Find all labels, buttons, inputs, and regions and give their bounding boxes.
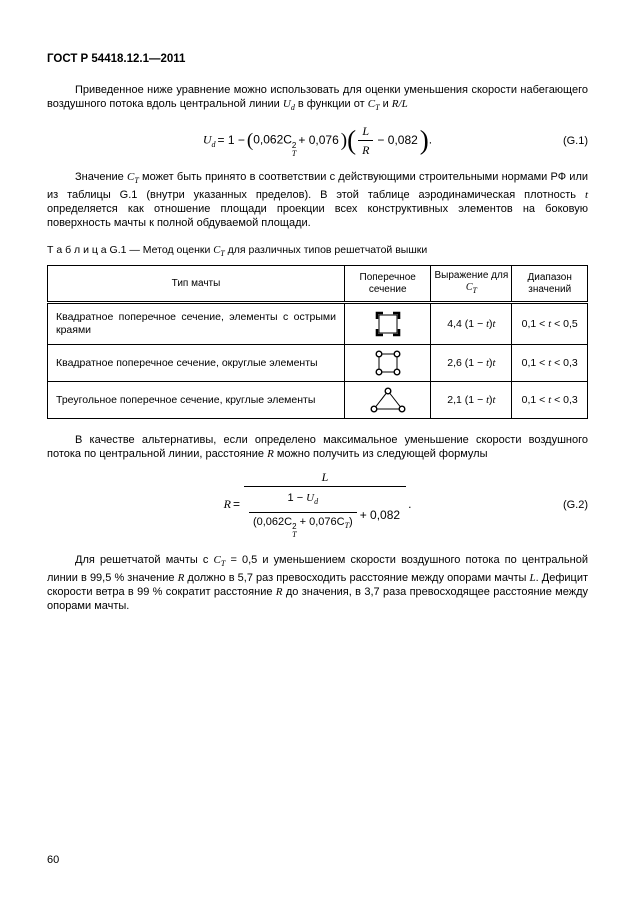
- text-run: 0,1 <: [521, 317, 549, 330]
- inner-numerator: [284, 489, 323, 511]
- var-R: R: [267, 448, 274, 461]
- page-number: 60: [47, 854, 60, 866]
- table-row: [48, 382, 588, 419]
- paragraph-alternative: [47, 433, 588, 461]
- var-t: t: [548, 394, 552, 406]
- paragraph-ct-value: [47, 170, 588, 230]
- text-run: (0,062C: [252, 515, 293, 528]
- superscript-2: 2: [292, 521, 297, 531]
- triangle-round-section-icon: [370, 387, 406, 413]
- var-C-subscript: T: [472, 286, 477, 296]
- col-header-mast-type: Тип мачты: [48, 266, 345, 303]
- fraction-L-over-R: [358, 122, 373, 159]
- paren-open: (: [246, 130, 254, 152]
- text-run: = 0,5 и уменьшением скорости воздушного потока по центральной линии в 99,5 % значение: [47, 553, 588, 584]
- expression-cell: [431, 303, 512, 345]
- col-header-cross-section: Поперечное сечение: [345, 266, 431, 303]
- period: .: [408, 497, 412, 512]
- cross-section-cell: [345, 345, 431, 382]
- var-C-subscript: T: [134, 176, 139, 186]
- paren-close: ): [340, 130, 348, 152]
- paren-close: ): [419, 125, 429, 156]
- text-run: Метод оценки: [142, 244, 214, 257]
- var-L: L: [529, 571, 536, 584]
- inner-denominator: [249, 512, 357, 540]
- minus-term: − 0,082: [377, 132, 418, 147]
- subscript-T: T: [344, 520, 350, 530]
- var-U: U: [306, 492, 315, 505]
- var-t: t: [486, 318, 490, 330]
- superscript-2: 2: [291, 140, 297, 150]
- var-C: C: [213, 245, 221, 257]
- equals-one-minus: = 1 −: [217, 132, 245, 147]
- text-run: определяется как отношение площади проекции всех конструктивных элементов на боковую поверхность мачты к полной обдуваемой площади.: [47, 203, 588, 230]
- text-run: ): [489, 356, 493, 369]
- text-run: до значения, в 3,7 раза превосходящее расстояние между опорами мачты.: [47, 585, 588, 612]
- outer-fraction: [244, 468, 406, 541]
- paragraph-conclusion: [47, 553, 588, 613]
- coefficient-term: 0,062C: [253, 132, 292, 147]
- var-C: C: [465, 282, 473, 294]
- text-run: в функции от: [294, 98, 368, 110]
- period: .: [428, 132, 433, 147]
- var-t: t: [486, 357, 490, 369]
- text-run: Выражение для: [434, 270, 509, 282]
- text-run: и: [379, 98, 392, 110]
- text-run: должно в 5,7 раз превосходить расстояние между опорами мачты: [184, 571, 530, 584]
- text-run: может быть принято в соответствии с действующими строительными нормами РФ или из таблицы G.1 (внутри указанных пределов). В этой таблице аэродинамическая плотность: [47, 171, 589, 202]
- inner-fraction: [249, 489, 357, 539]
- table-caption: [47, 244, 588, 260]
- subscript-T: T: [291, 148, 297, 158]
- text-run: + 0,076C: [296, 515, 345, 528]
- formula-g1: [203, 122, 432, 159]
- cross-section-cell: [345, 382, 431, 419]
- text-run: Приведенное ниже уравнение можно использовать для оценки уменьшения скорости набегающего воздушного потока вдоль центральной линии: [47, 84, 588, 110]
- var-C-subscript: T: [220, 558, 226, 568]
- square-sharp-section-icon: [375, 311, 401, 337]
- plus-term: + 0,076: [298, 132, 339, 147]
- text-run: ): [489, 393, 493, 406]
- mast-type-cell: Квадратное поперечное сечение, элементы с острыми краями: [48, 303, 345, 345]
- text-run: < 0,3: [551, 356, 578, 369]
- table-header-row: [48, 266, 588, 303]
- mast-type-cell: Треугольное поперечное сечение, круглые элементы: [48, 382, 345, 419]
- text-run: ): [489, 317, 493, 330]
- table-row: [48, 345, 588, 382]
- var-C-subscript: T: [375, 103, 380, 113]
- var-R: R: [177, 571, 185, 584]
- range-cell: [512, 345, 588, 382]
- formula-g1-row: [47, 122, 588, 159]
- table-row: [48, 303, 588, 345]
- mast-type-cell: Квадратное поперечное сечение, округлые элементы: [48, 345, 345, 382]
- formula-g2-row: [47, 468, 588, 541]
- fraction-numerator: L: [362, 124, 370, 139]
- var-U: U: [202, 132, 212, 147]
- sub-sup-stack: [292, 142, 296, 158]
- var-R: R: [223, 497, 231, 512]
- col-header-expression: [431, 266, 512, 303]
- text-run: 4,4 (1 −: [447, 317, 487, 330]
- text-run: 2,6 (1 −: [447, 356, 487, 369]
- var-U-subscript: d: [314, 497, 319, 507]
- text-run: 2,1 (1 −: [447, 393, 487, 406]
- doc-number: ГОСТ Р 54418.12.1—2011: [47, 53, 186, 65]
- outer-numerator: L: [321, 470, 329, 485]
- var-t: t: [548, 318, 552, 330]
- var-t: t: [492, 357, 496, 369]
- paren-open: (: [347, 125, 357, 156]
- formula-g2: [224, 468, 412, 541]
- var-C: C: [367, 98, 376, 110]
- text-run: ): [349, 515, 353, 528]
- text-run: можно получить из следующей формулы: [273, 448, 488, 461]
- plus-term: + 0,082: [359, 507, 401, 522]
- text-run: 0,1 <: [521, 393, 549, 406]
- var-t: t: [492, 394, 496, 406]
- text-run: для различных типов решетчатой вышки: [224, 244, 428, 257]
- var-U: U: [282, 98, 291, 110]
- var-R: R: [275, 585, 283, 598]
- equals-sign: =: [232, 497, 240, 512]
- table-caption-label: Т а б л и ц а G.1 —: [47, 244, 143, 257]
- text-run: < 0,5: [551, 317, 578, 330]
- range-cell: [512, 382, 588, 419]
- range-cell: [512, 303, 588, 345]
- text-run: Значение: [75, 171, 127, 184]
- fraction-denominator: R: [358, 140, 373, 159]
- var-C-subscript: T: [220, 249, 225, 259]
- expression-cell: [431, 382, 512, 419]
- table-g1: [47, 265, 588, 419]
- outer-denominator: [244, 486, 406, 541]
- var-C: C: [213, 553, 221, 566]
- col-header-range: Диапазон значений: [512, 266, 588, 303]
- var-U-subscript: d: [290, 103, 295, 113]
- text-run: В качестве альтернативы, если определено максимальное уменьшение скорости воздушного потока по центральной линии, расстояние: [47, 434, 588, 461]
- text-run: 1 −: [287, 492, 307, 505]
- text-run: Для решетчатой мачты с: [75, 553, 214, 566]
- var-t: t: [584, 189, 588, 202]
- formula-g1-label: (G.1): [562, 134, 588, 147]
- text-run: . Дефицит скорости ветра в 99 % сократит расстояние: [47, 571, 589, 598]
- subscript-T: T: [292, 529, 297, 539]
- square-rounded-section-icon: [375, 350, 401, 376]
- var-U-subscript: d: [211, 140, 216, 150]
- var-t: t: [492, 318, 496, 330]
- text-run: 0,1 <: [521, 356, 549, 369]
- var-t: t: [486, 394, 490, 406]
- expression-cell: [431, 345, 512, 382]
- var-t: t: [548, 357, 552, 369]
- text-run: < 0,3: [551, 393, 578, 406]
- var-C: C: [127, 171, 135, 184]
- formula-g2-label: (G.2): [562, 499, 588, 512]
- cross-section-cell: [345, 303, 431, 345]
- var-R-over-L: R/L: [391, 98, 408, 110]
- paragraph-intro: [47, 83, 588, 115]
